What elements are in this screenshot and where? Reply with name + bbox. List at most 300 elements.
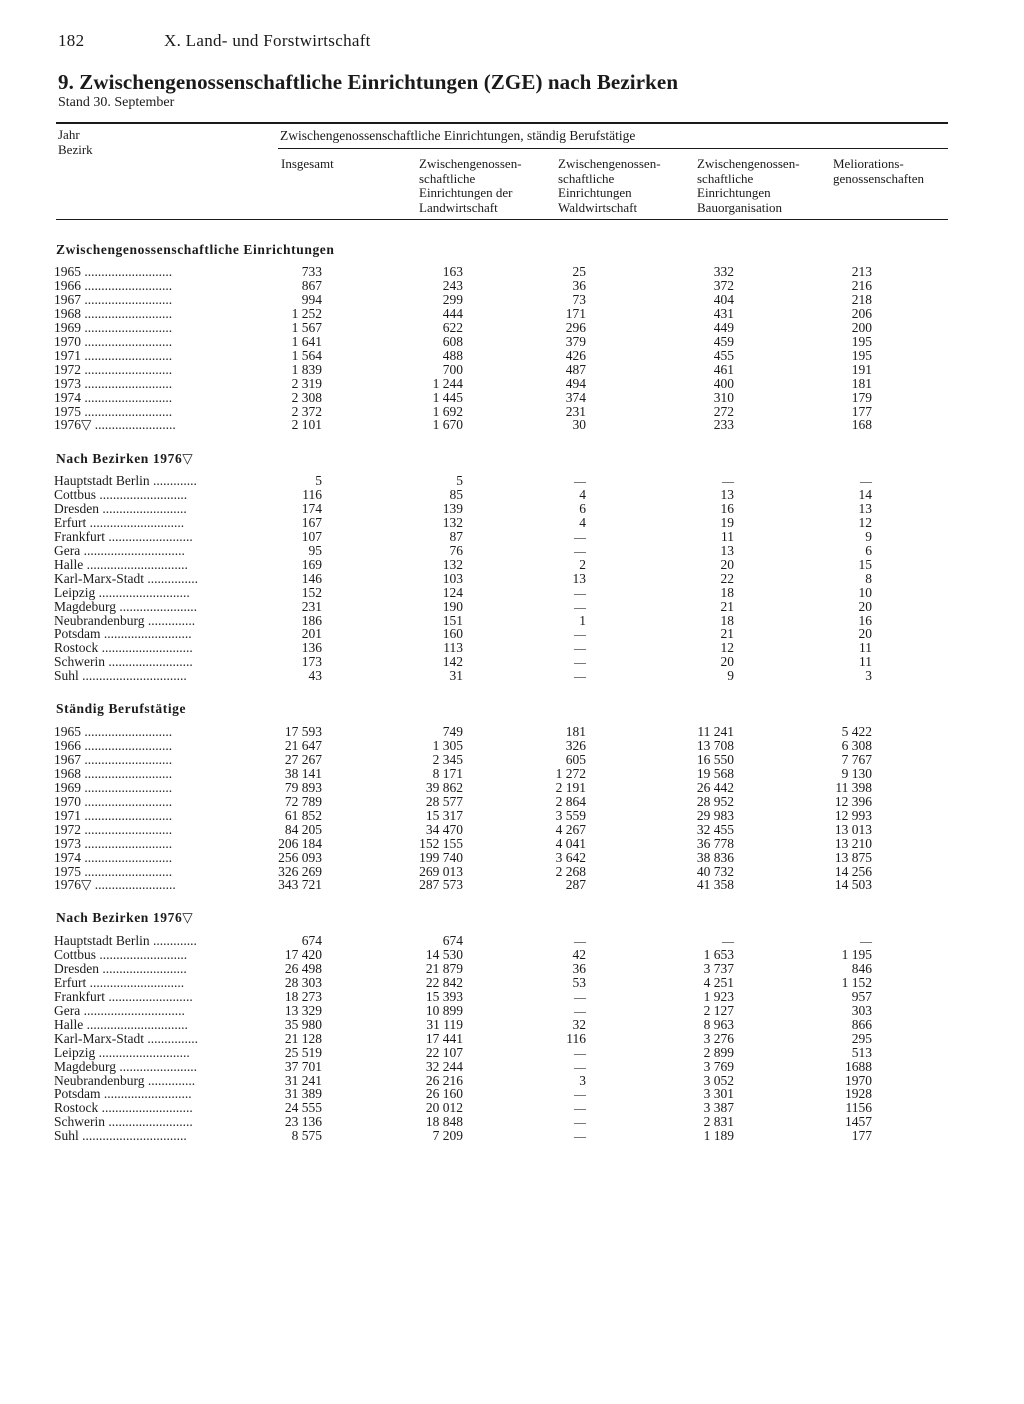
cell-value: — (574, 1003, 586, 1018)
cell-value: 20 (858, 598, 872, 614)
cell-value: 85 (449, 486, 463, 502)
cell-value: 326 269 (278, 863, 322, 879)
cell-value: 2 308 (291, 389, 322, 405)
cell-value: 487 (565, 361, 586, 377)
cell-value: 171 (565, 305, 586, 321)
table-row (0, 544, 1024, 558)
cell-value: 132 (442, 514, 463, 530)
cell-value: 8 963 (703, 1016, 734, 1032)
row-label: Potsdam .......................... (54, 1087, 192, 1102)
cell-value: 177 (851, 1128, 872, 1144)
cell-value: — (574, 1087, 586, 1102)
cell-value: — (574, 655, 586, 670)
table-row (0, 837, 1024, 851)
cell-value: 10 (858, 584, 872, 600)
cell-value: — (860, 474, 872, 488)
cell-value: 343 721 (278, 877, 322, 893)
cell-value: 6 308 (841, 737, 872, 753)
cell-value: 3 737 (703, 960, 734, 976)
section-heading: Nach Bezirken 1976▽ (56, 910, 194, 925)
cell-value: 749 (442, 724, 463, 739)
table-row (0, 753, 1024, 767)
cell-value: 20 (720, 556, 734, 572)
row-label: Leipzig ........................... (54, 585, 190, 600)
cell-value: 174 (301, 500, 322, 516)
cell-value: 3 (865, 668, 872, 684)
cell-value: 4 (579, 514, 586, 530)
table-row (0, 502, 1024, 516)
table-row (0, 349, 1024, 363)
cell-value: 218 (851, 291, 872, 307)
cell-value: 43 (308, 668, 322, 684)
cell-value: 163 (442, 264, 463, 279)
cell-value: 3 052 (703, 1072, 734, 1088)
table-row (0, 795, 1024, 809)
cell-value: 26 442 (696, 779, 734, 795)
cell-value: 21 128 (284, 1030, 322, 1046)
cell-value: 206 184 (278, 835, 322, 851)
cell-value: 177 (851, 403, 872, 419)
cell-value: 13 (720, 486, 734, 502)
cell-value: 994 (301, 291, 322, 307)
table-row (0, 558, 1024, 572)
cell-value: 13 013 (834, 821, 872, 837)
cell-value: 22 107 (425, 1044, 463, 1060)
cell-value: 674 (301, 933, 322, 948)
cell-value: 17 593 (284, 724, 322, 739)
cell-value: 25 (572, 264, 586, 279)
cell-value: 201 (301, 626, 322, 642)
cell-value: 326 (565, 737, 586, 753)
cell-value: 213 (851, 264, 872, 279)
cell-value: 461 (713, 361, 734, 377)
cell-value: 379 (565, 333, 586, 349)
cell-value: 206 (851, 305, 872, 321)
cell-value: 1 195 (841, 946, 872, 962)
row-label: Gera .............................. (54, 543, 185, 558)
table-row (0, 1004, 1024, 1018)
cell-value: 167 (301, 514, 322, 530)
row-label: 1969 .......................... (54, 780, 173, 795)
row-label: Potsdam .......................... (54, 627, 192, 642)
cell-value: 494 (565, 375, 586, 391)
cell-value: 27 267 (284, 751, 322, 767)
cell-value: 195 (851, 333, 872, 349)
row-label: 1970 .......................... (54, 794, 173, 809)
cell-value: 151 (442, 612, 463, 628)
table-row (0, 641, 1024, 655)
cell-value: 87 (449, 528, 463, 544)
cell-value: 116 (566, 1030, 586, 1046)
table-row (0, 1032, 1024, 1046)
cell-value: 11 398 (835, 779, 872, 795)
cell-value: 3 (579, 1072, 586, 1088)
table-row (0, 1046, 1024, 1060)
cell-value: 1 692 (432, 403, 463, 419)
table-row (0, 1060, 1024, 1074)
table-row (0, 878, 1024, 892)
cell-value: 2 899 (703, 1044, 734, 1060)
row-label: Karl-Marx-Stadt ............... (54, 1031, 198, 1046)
section-heading: Zwischengenossenschaftliche Einrichtungen (56, 242, 335, 257)
cell-value: — (574, 599, 586, 614)
row-label: Leipzig ........................... (54, 1045, 190, 1060)
col-header-landwirtschaft: Zwischengenossen- schaftliche Einrichtungen der Landwirtschaft (419, 156, 522, 215)
cell-value: — (574, 1129, 586, 1144)
cell-value: 181 (851, 375, 872, 391)
table-row (0, 823, 1024, 837)
table-row (0, 600, 1024, 614)
row-label: Erfurt ............................ (54, 515, 185, 530)
cell-value: 136 (301, 640, 322, 656)
cell-value: — (574, 529, 586, 544)
cell-value: 12 993 (834, 807, 872, 823)
cell-value: 12 (858, 514, 872, 530)
cell-value: 700 (442, 361, 463, 377)
row-label: Dresden ......................... (54, 961, 187, 976)
cell-value: 18 273 (284, 988, 322, 1004)
row-label: Halle .............................. (54, 557, 188, 572)
cell-value: 455 (713, 347, 734, 363)
cell-value: 21 (720, 598, 734, 614)
cell-value: 21 647 (284, 737, 322, 753)
section-heading: Ständig Berufstätige (56, 701, 187, 716)
cell-value: 1 152 (841, 974, 872, 990)
cell-value: 1688 (845, 1058, 872, 1074)
cell-value: 13 (858, 500, 872, 516)
table-row (0, 725, 1024, 739)
cell-value: — (574, 543, 586, 558)
cell-value: 18 848 (425, 1114, 463, 1130)
cell-value: 26 160 (425, 1086, 463, 1102)
cell-value: 76 (449, 542, 463, 558)
row-label: 1967 .......................... (54, 752, 173, 767)
cell-value: 12 396 (834, 793, 872, 809)
table-row (0, 809, 1024, 823)
cell-value: 303 (851, 1002, 872, 1018)
cell-value: 8 171 (432, 765, 463, 781)
cell-value: 674 (442, 933, 463, 948)
cell-value: 3 642 (555, 849, 586, 865)
cell-value: 173 (301, 654, 322, 670)
col-header-insgesamt: Insgesamt (281, 156, 334, 171)
cell-value: 152 (301, 584, 322, 600)
cell-value: 5 (456, 473, 463, 488)
row-label: Halle .............................. (54, 1017, 188, 1032)
row-label: Dresden ......................... (54, 501, 187, 516)
cell-value: 1457 (845, 1114, 872, 1130)
cell-value: — (574, 1045, 586, 1060)
cell-value: 605 (565, 751, 586, 767)
cell-value: 2 268 (555, 863, 586, 879)
row-label: Magdeburg ....................... (54, 599, 197, 614)
table-row (0, 418, 1024, 432)
cell-value: 13 329 (284, 1002, 322, 1018)
cell-value: — (574, 1059, 586, 1074)
row-label: 1966 .......................... (54, 738, 173, 753)
cell-value: 4 267 (555, 821, 586, 837)
cell-value: 1928 (845, 1086, 872, 1102)
cell-value: 23 136 (284, 1114, 322, 1130)
row-label: Frankfurt ......................... (54, 529, 193, 544)
cell-value: 160 (442, 626, 463, 642)
table-row (0, 1018, 1024, 1032)
table-row (0, 1129, 1024, 1143)
cell-value: 15 317 (425, 807, 463, 823)
cell-value: 13 875 (834, 849, 872, 865)
cell-value: 3 387 (703, 1100, 734, 1116)
cell-value: 299 (442, 291, 463, 307)
table-row (0, 948, 1024, 962)
cell-value: 374 (565, 389, 586, 405)
cell-value: 3 301 (703, 1086, 734, 1102)
cell-value: 61 852 (284, 807, 322, 823)
row-label: Suhl ............................... (54, 1129, 187, 1144)
cell-value: 372 (713, 277, 734, 293)
table-row (0, 572, 1024, 586)
table-row (0, 279, 1024, 293)
row-label: Suhl ............................... (54, 669, 187, 684)
cell-value: 32 455 (696, 821, 734, 837)
row-label: 1971 .......................... (54, 808, 173, 823)
cell-value: 107 (301, 528, 322, 544)
cell-value: 1 653 (703, 946, 734, 962)
cell-value: 32 244 (425, 1058, 463, 1074)
cell-value: 73 (572, 291, 586, 307)
cell-value: 269 013 (419, 863, 463, 879)
cell-value: 34 470 (425, 821, 463, 837)
cell-value: 1 923 (703, 988, 734, 1004)
cell-value: 2 831 (703, 1114, 734, 1130)
cell-value: 1 (579, 612, 586, 628)
cell-value: 7 767 (841, 751, 872, 767)
cell-value: 152 155 (419, 835, 463, 851)
cell-value: — (574, 627, 586, 642)
cell-value: 14 503 (834, 877, 872, 893)
cell-value: 12 (720, 640, 734, 656)
header-row-label (58, 128, 93, 157)
row-label: Hauptstadt Berlin ............. (54, 474, 197, 488)
cell-value: 3 276 (703, 1030, 734, 1046)
cell-value: 1 641 (291, 333, 322, 349)
cell-value: — (574, 585, 586, 600)
cell-value: 233 (713, 417, 734, 433)
table-row (0, 1101, 1024, 1115)
cell-value: 14 256 (834, 863, 872, 879)
table-row (0, 265, 1024, 279)
cell-value: 20 (720, 654, 734, 670)
cell-value: 103 (442, 570, 463, 586)
cell-value: 957 (851, 988, 872, 1004)
cell-value: 1 564 (291, 347, 322, 363)
cell-value: 37 701 (284, 1058, 322, 1074)
cell-value: 295 (851, 1030, 872, 1046)
cell-value: 296 (565, 319, 586, 335)
cell-value: 14 530 (425, 946, 463, 962)
cell-value: — (722, 934, 734, 948)
cell-value: 14 (858, 486, 872, 502)
cell-value: 29 983 (696, 807, 734, 823)
cell-value: 28 952 (696, 793, 734, 809)
table-row (0, 851, 1024, 865)
cell-value: 1 839 (291, 361, 322, 377)
cell-value: 8 575 (291, 1128, 322, 1144)
cell-value: 13 708 (696, 737, 734, 753)
cell-value: 426 (565, 347, 586, 363)
cell-value: 2 319 (291, 375, 322, 391)
row-label: 1971 .......................... (54, 348, 173, 363)
cell-value: 22 842 (425, 974, 463, 990)
cell-value: 113 (443, 640, 463, 656)
table-row (0, 293, 1024, 307)
cell-value: 867 (301, 277, 322, 293)
row-label: 1974 .......................... (54, 390, 173, 405)
row-label: Neubrandenburg .............. (54, 1073, 196, 1088)
row-label: 1968 .......................... (54, 306, 173, 321)
cell-value: 28 303 (284, 974, 322, 990)
table-row (0, 627, 1024, 641)
table-row (0, 962, 1024, 976)
cell-value: 95 (308, 542, 322, 558)
row-label: 1976▽ ........................ (54, 418, 176, 433)
row-label: Schwerin ......................... (54, 655, 193, 670)
table-row (0, 614, 1024, 628)
cell-value: 116 (302, 486, 322, 502)
cell-value: — (722, 474, 734, 488)
cell-value: 199 740 (419, 849, 463, 865)
table-subtitle: Stand 30. September (58, 95, 175, 110)
cell-value: 11 (721, 528, 734, 544)
cell-value: 18 (720, 612, 734, 628)
row-label: Magdeburg ....................... (54, 1059, 197, 1074)
cell-value: 1 272 (555, 765, 586, 781)
row-label: Karl-Marx-Stadt ............... (54, 571, 198, 586)
cell-value: 1 445 (432, 389, 463, 405)
running-head (58, 31, 371, 51)
cell-value: 24 555 (284, 1100, 322, 1116)
table-row (0, 530, 1024, 544)
chapter-title: X. Land- und Forstwirtschaft (164, 31, 371, 50)
cell-value: 1 244 (432, 375, 463, 391)
cell-value: 1 670 (432, 417, 463, 433)
table-row (0, 669, 1024, 683)
row-label: Gera .............................. (54, 1003, 185, 1018)
cell-value: 431 (713, 305, 734, 321)
row-label: 1976▽ ........................ (54, 878, 176, 893)
row-label: 1967 .......................... (54, 292, 173, 307)
cell-value: — (574, 934, 586, 948)
cell-value: 287 (565, 877, 586, 893)
cell-value: 18 (720, 584, 734, 600)
cell-value: 11 (859, 640, 872, 656)
cell-value: 31 241 (284, 1072, 322, 1088)
cell-value: 449 (713, 319, 734, 335)
cell-value: 41 358 (696, 877, 734, 893)
header-top-rule (56, 122, 948, 124)
row-label: Cottbus .......................... (54, 947, 188, 962)
cell-value: 17 420 (284, 946, 322, 962)
cell-value: 5 422 (841, 724, 872, 739)
cell-value: 9 (727, 668, 734, 684)
cell-value: 13 (572, 570, 586, 586)
row-label: 1973 .......................... (54, 836, 173, 851)
cell-value: 26 498 (284, 960, 322, 976)
row-label: Erfurt ............................ (54, 975, 185, 990)
table-row (0, 865, 1024, 879)
cell-value: 13 210 (834, 835, 872, 851)
cell-value: 26 216 (425, 1072, 463, 1088)
cell-value: 2 191 (555, 779, 586, 795)
cell-value: 231 (565, 403, 586, 419)
cell-value: 1 567 (291, 319, 322, 335)
table-row (0, 586, 1024, 600)
cell-value: 25 519 (284, 1044, 322, 1060)
cell-value: 21 (720, 626, 734, 642)
cell-value: — (574, 1115, 586, 1130)
cell-value: 4 041 (555, 835, 586, 851)
table-row (0, 474, 1024, 488)
cell-value: 15 393 (425, 988, 463, 1004)
cell-value: 400 (713, 375, 734, 391)
table-row (0, 781, 1024, 795)
cell-value: 36 (572, 277, 586, 293)
cell-value: 16 550 (696, 751, 734, 767)
cell-value: 191 (851, 361, 872, 377)
cell-value: 846 (851, 960, 872, 976)
cell-value: 2 345 (432, 751, 463, 767)
row-label: 1972 .......................... (54, 362, 173, 377)
cell-value: 8 (865, 570, 872, 586)
cell-value: — (574, 989, 586, 1004)
cell-value: 42 (572, 946, 586, 962)
table-row (0, 1087, 1024, 1101)
row-label: Cottbus .......................... (54, 487, 188, 502)
table-row (0, 516, 1024, 530)
cell-value: 488 (442, 347, 463, 363)
cell-value: 31 (449, 668, 463, 684)
cell-value: 4 (579, 486, 586, 502)
cell-value: 4 251 (703, 974, 734, 990)
cell-value: 132 (442, 556, 463, 572)
col-header-bauorganisation: Zwischengenossen- schaftliche Einrichtungen Bauorganisation (697, 156, 800, 215)
table-row (0, 488, 1024, 502)
cell-value: 84 205 (284, 821, 322, 837)
cell-value: 459 (713, 333, 734, 349)
cell-value: 243 (442, 277, 463, 293)
cell-value: 28 577 (425, 793, 463, 809)
cell-value: 72 789 (284, 793, 322, 809)
cell-value: 1 189 (703, 1128, 734, 1144)
cell-value: 332 (713, 264, 734, 279)
cell-value: 2 864 (555, 793, 586, 809)
cell-value: 16 (720, 500, 734, 516)
cell-value: 10 899 (425, 1002, 463, 1018)
cell-value: 190 (442, 598, 463, 614)
row-label: Schwerin ......................... (54, 1115, 193, 1130)
cell-value: 142 (442, 654, 463, 670)
col-header-waldwirtschaft: Zwischengenossen- schaftliche Einrichtungen Waldwirtschaft (558, 156, 661, 215)
section-heading: Nach Bezirken 1976▽ (56, 451, 194, 466)
row-label: 1973 .......................... (54, 376, 173, 391)
row-label: 1975 .......................... (54, 404, 173, 419)
cell-value: 181 (565, 724, 586, 739)
row-label: Hauptstadt Berlin ............. (54, 934, 197, 948)
cell-value: 16 (858, 612, 872, 628)
cell-value: 287 573 (419, 877, 463, 893)
table-row (0, 739, 1024, 753)
row-label: Neubrandenburg .............. (54, 613, 196, 628)
spanner-rule (278, 148, 948, 149)
